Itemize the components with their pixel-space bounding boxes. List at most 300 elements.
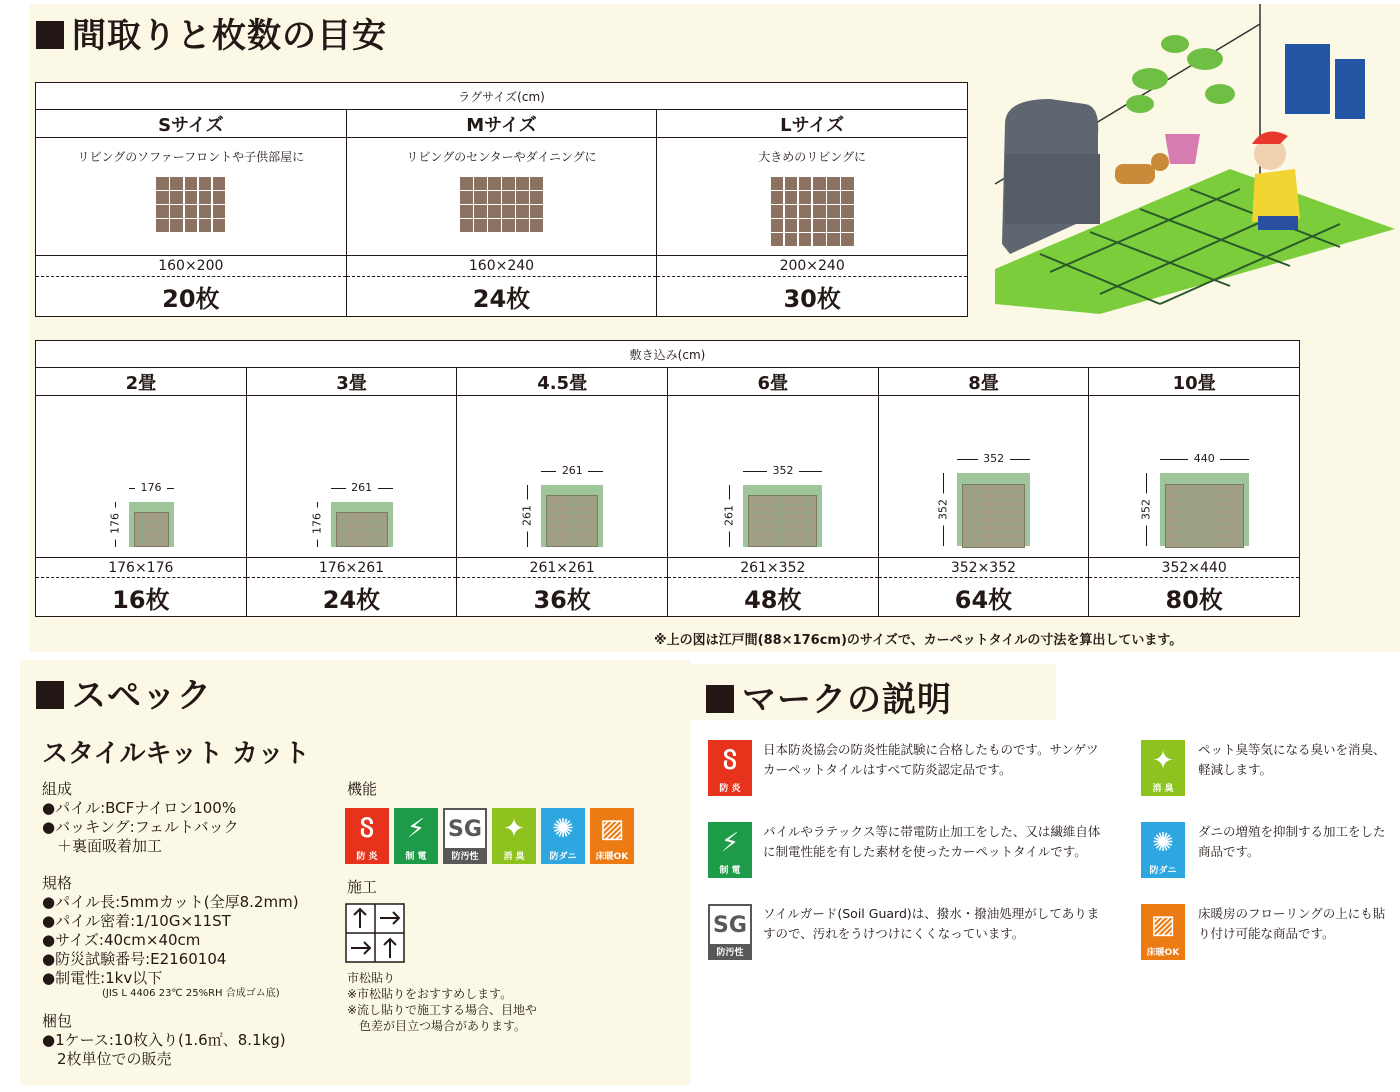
tile	[1166, 532, 1173, 539]
tile	[460, 191, 473, 204]
tile	[749, 505, 757, 513]
product-name: スタイルキット カット	[42, 739, 310, 769]
tile	[1236, 532, 1243, 539]
tile	[1197, 509, 1204, 516]
tile	[1205, 509, 1212, 516]
tile	[185, 177, 198, 190]
tile	[1166, 524, 1173, 531]
tile	[564, 505, 572, 513]
tile	[581, 505, 589, 513]
tile	[1010, 516, 1017, 523]
tile	[581, 513, 589, 521]
tile	[1213, 540, 1220, 547]
tile-grid	[748, 495, 817, 547]
rug-dimension: 160×200	[36, 256, 347, 277]
tile	[371, 522, 379, 530]
tile	[1189, 532, 1196, 539]
tile	[474, 219, 487, 232]
tile	[573, 505, 581, 513]
tatami-diagram	[667, 396, 878, 558]
tile	[1174, 485, 1181, 492]
tile	[1002, 532, 1009, 539]
mark-item	[708, 822, 1108, 876]
tile	[827, 219, 840, 232]
tile	[1236, 493, 1243, 500]
tile	[809, 505, 817, 513]
footnote: ※上の図は江戸間(88×176cm)のサイズで、カーペットタイルの寸法を算出しています。	[654, 633, 1183, 648]
tile	[792, 539, 800, 547]
tile	[152, 522, 160, 530]
tile	[799, 205, 812, 218]
tile	[556, 539, 564, 547]
tile	[474, 191, 487, 204]
tatami-tile-count: 80枚	[1089, 578, 1300, 617]
tile	[556, 505, 564, 513]
tatami-room	[957, 473, 1030, 546]
rug-caption: ラグサイズ(cm)	[36, 83, 968, 110]
tile	[799, 219, 812, 232]
spec-pack-heading: 梱包	[42, 1012, 73, 1030]
spec-item: ●1ケース:10枚入り(1.6㎡、8.1kg)	[42, 1031, 286, 1049]
tile	[783, 539, 791, 547]
tatami-tile-count: 24枚	[246, 578, 457, 617]
tile	[547, 522, 555, 530]
tile	[379, 539, 387, 547]
tile	[1228, 540, 1235, 547]
tile	[749, 496, 757, 504]
tile	[771, 219, 784, 232]
tile	[135, 539, 143, 547]
tile	[994, 532, 1001, 539]
tile	[556, 513, 564, 521]
tile	[813, 233, 826, 246]
tile	[1197, 540, 1204, 547]
tile	[199, 219, 212, 232]
tile	[792, 530, 800, 538]
mark-description: 床暖房のフローリングの上にも貼り付け可能な商品です。	[1198, 906, 1386, 941]
tile	[979, 524, 986, 531]
tatami-size-name: 8畳	[878, 368, 1089, 396]
tile	[971, 540, 978, 547]
tile	[474, 205, 487, 218]
tile	[1220, 501, 1227, 508]
tile	[785, 191, 798, 204]
tile	[170, 177, 183, 190]
tile	[994, 540, 1001, 547]
tile	[1197, 532, 1204, 539]
tile	[799, 191, 812, 204]
tile-grid	[156, 177, 225, 232]
tile	[1018, 524, 1025, 531]
tile	[971, 509, 978, 516]
tile	[813, 205, 826, 218]
tile	[1228, 501, 1235, 508]
mark-label: 防汚性	[451, 852, 479, 862]
tile	[1174, 501, 1181, 508]
tile	[979, 485, 986, 492]
tatami-room	[129, 502, 174, 547]
mark-item	[1141, 904, 1396, 958]
tile	[1205, 524, 1212, 531]
tile	[809, 530, 817, 538]
tile	[371, 513, 379, 521]
tile	[1228, 524, 1235, 531]
tile	[1166, 501, 1173, 508]
tile	[979, 501, 986, 508]
tatami-room	[331, 502, 393, 547]
tile	[775, 505, 783, 513]
tile	[994, 501, 1001, 508]
tile	[160, 539, 168, 547]
tile	[1213, 501, 1220, 508]
tile	[775, 522, 783, 530]
tatami-dimension: 176×176	[36, 558, 247, 578]
work-note: 色差が目立つ場合があります。	[347, 1019, 527, 1033]
tile	[564, 496, 572, 504]
spec-item: 2枚単位での販売	[42, 1050, 172, 1068]
tile	[1181, 516, 1188, 523]
mark-label: 床暖OK	[1146, 948, 1180, 958]
tatami-diagram	[878, 396, 1089, 558]
tile	[971, 501, 978, 508]
tile	[783, 530, 791, 538]
dog-icon: ✦ 消 臭	[1141, 740, 1185, 796]
tile	[1010, 540, 1017, 547]
tile	[199, 205, 212, 218]
tile	[1228, 532, 1235, 539]
tile	[337, 539, 345, 547]
tile	[199, 191, 212, 204]
work-note: ※流し貼りで施工する場合、目地や	[347, 1003, 538, 1017]
tile	[994, 524, 1001, 531]
tile	[800, 539, 808, 547]
tile	[1010, 524, 1017, 531]
tile	[1228, 516, 1235, 523]
tile	[1166, 540, 1173, 547]
tile	[986, 509, 993, 516]
tile	[986, 540, 993, 547]
mark-item	[708, 904, 1108, 958]
tile	[1213, 509, 1220, 516]
sg-icon: SG 防汚性	[708, 904, 752, 960]
tile	[460, 219, 473, 232]
spec-item: ●バッキング:フェルトバック	[42, 818, 239, 836]
tile	[771, 233, 784, 246]
tatami-tile-count: 48枚	[667, 578, 878, 617]
tile	[1205, 516, 1212, 523]
mark-item	[1141, 740, 1396, 794]
tile	[827, 205, 840, 218]
tile	[963, 493, 970, 500]
tile	[758, 496, 766, 504]
tile	[1205, 532, 1212, 539]
work-notes	[347, 970, 537, 1034]
tile	[841, 233, 854, 246]
tile	[800, 530, 808, 538]
spec-std-heading: 規格	[42, 874, 73, 892]
tile	[783, 505, 791, 513]
tile	[800, 513, 808, 521]
tile	[1010, 532, 1017, 539]
tile	[1174, 493, 1181, 500]
tile	[994, 516, 1001, 523]
tile	[1197, 493, 1204, 500]
tile	[185, 191, 198, 204]
tile	[1166, 485, 1173, 492]
tile	[1213, 524, 1220, 531]
tile	[785, 177, 798, 190]
tile	[1189, 509, 1196, 516]
tile	[766, 522, 774, 530]
tile	[775, 530, 783, 538]
mite-icon: ✺ 防ダニ	[541, 808, 585, 864]
floor-heat-icon: ▨ 床暖OK	[1141, 904, 1185, 960]
tile	[792, 513, 800, 521]
tile	[963, 540, 970, 547]
tile	[516, 205, 529, 218]
mark-list	[708, 740, 1398, 980]
tile	[530, 191, 543, 204]
tile	[994, 485, 1001, 492]
tile	[1181, 540, 1188, 547]
tatami-tile-count: 16枚	[36, 578, 247, 617]
tile	[1236, 485, 1243, 492]
tile	[1205, 493, 1212, 500]
tatami-room	[1160, 473, 1249, 546]
tile	[362, 530, 370, 538]
tile	[337, 513, 345, 521]
rug-size-desc	[36, 138, 347, 256]
tile	[1220, 516, 1227, 523]
tile	[800, 505, 808, 513]
tile	[354, 522, 362, 530]
tile	[516, 191, 529, 204]
floor-heat-icon: ▨ 床暖OK	[590, 808, 634, 864]
spec-list	[42, 780, 299, 1069]
tile	[371, 530, 379, 538]
tile	[963, 501, 970, 508]
dog-icon: ✦ 消 臭	[492, 808, 536, 864]
tile	[986, 516, 993, 523]
tile	[547, 505, 555, 513]
rug-desc-text: 大きめのリビングに	[758, 150, 867, 164]
tile	[1197, 524, 1204, 531]
spec-item: ●制電性:1kv以下	[42, 969, 163, 987]
tile	[792, 522, 800, 530]
tile	[800, 522, 808, 530]
tile	[766, 530, 774, 538]
tile	[979, 516, 986, 523]
tile	[1236, 540, 1243, 547]
tile	[354, 530, 362, 538]
tile	[156, 205, 169, 218]
tile	[979, 532, 986, 539]
width-label: 176	[135, 481, 167, 494]
tile	[379, 530, 387, 538]
tile	[1236, 524, 1243, 531]
rug-size-name: Lサイズ	[657, 110, 968, 138]
tile	[963, 485, 970, 492]
width-label: 261	[556, 464, 588, 477]
tile	[1189, 516, 1196, 523]
tile	[460, 177, 473, 190]
tile	[573, 539, 581, 547]
tile	[160, 513, 168, 521]
tile	[971, 516, 978, 523]
tile	[799, 177, 812, 190]
tile	[971, 532, 978, 539]
tile	[758, 530, 766, 538]
tile	[1236, 501, 1243, 508]
tile	[488, 177, 501, 190]
tile	[1018, 540, 1025, 547]
tile	[766, 505, 774, 513]
height-label: 176	[310, 508, 323, 540]
tile	[841, 191, 854, 204]
mark-label: 消 臭	[1152, 784, 1174, 794]
tile	[979, 493, 986, 500]
tile	[766, 539, 774, 547]
tile	[785, 233, 798, 246]
tile	[749, 530, 757, 538]
mark-label: 制 電	[719, 866, 741, 876]
rug-size-name: Sサイズ	[36, 110, 347, 138]
tile	[1002, 516, 1009, 523]
tile	[156, 191, 169, 204]
tile	[783, 513, 791, 521]
tile	[573, 530, 581, 538]
tatami-caption: 敷き込み(cm)	[36, 341, 1300, 368]
tile	[488, 205, 501, 218]
tile	[963, 509, 970, 516]
tile	[156, 177, 169, 190]
mark-label: 防 炎	[356, 852, 378, 862]
tile	[143, 513, 151, 521]
tile	[1189, 493, 1196, 500]
tile	[1174, 516, 1181, 523]
height-label: 352	[936, 493, 949, 525]
tile	[986, 501, 993, 508]
tile	[1002, 485, 1009, 492]
tile	[1018, 501, 1025, 508]
tile	[160, 522, 168, 530]
spec-item: ＋裏面吸着加工	[42, 837, 163, 855]
work-note: ※市松貼りをおすすめします。	[347, 987, 513, 1001]
tile	[213, 177, 226, 190]
tile	[354, 539, 362, 547]
tile	[135, 530, 143, 538]
tile	[994, 493, 1001, 500]
tile	[581, 530, 589, 538]
rug-tile-count: 30枚	[657, 277, 968, 317]
tile	[1213, 485, 1220, 492]
tile	[1181, 501, 1188, 508]
tile	[841, 205, 854, 218]
mark-description: ソイルガード(Soil Guard)は、撥水・撥油処理がしてありますので、汚れをうけつけにくくなっています。	[763, 906, 1100, 941]
tile	[460, 205, 473, 218]
tile	[362, 539, 370, 547]
tile	[1197, 501, 1204, 508]
tile	[516, 177, 529, 190]
tatami-room	[743, 485, 822, 547]
tile	[1189, 501, 1196, 508]
tile	[143, 522, 151, 530]
mark-label: 消 臭	[503, 852, 525, 862]
tile	[135, 513, 143, 521]
tile	[345, 539, 353, 547]
tile	[971, 524, 978, 531]
rug-size-table	[35, 82, 968, 317]
tile	[502, 205, 515, 218]
tatami-dimension: 352×352	[878, 558, 1089, 578]
spec-item: ●パイル長:5mmカット(全厚8.2mm)	[42, 893, 299, 911]
tile	[771, 205, 784, 218]
tile	[749, 522, 757, 530]
rug-tile-count: 20枚	[36, 277, 347, 317]
tatami-diagram	[246, 396, 457, 558]
tile	[1220, 509, 1227, 516]
tatami-dimension: 261×261	[457, 558, 668, 578]
tile	[474, 177, 487, 190]
tile	[530, 219, 543, 232]
tile	[564, 522, 572, 530]
tile	[792, 496, 800, 504]
tile	[1220, 485, 1227, 492]
tile	[1181, 524, 1188, 531]
tatami-size-name: 2畳	[36, 368, 247, 396]
tile	[783, 496, 791, 504]
tile	[1010, 493, 1017, 500]
tile-grid	[1165, 484, 1244, 547]
tile	[502, 191, 515, 204]
work-heading: 施工	[347, 878, 378, 896]
tile	[345, 530, 353, 538]
tile	[809, 513, 817, 521]
tile	[758, 513, 766, 521]
tile	[530, 177, 543, 190]
tile	[502, 177, 515, 190]
tile	[1213, 516, 1220, 523]
tile	[813, 219, 826, 232]
tile	[564, 513, 572, 521]
section-title-spec: スペック	[36, 668, 212, 717]
rug-dimension: 160×240	[346, 256, 657, 277]
tatami-diagram	[457, 396, 668, 558]
tile	[1166, 516, 1173, 523]
mark-label: 防 炎	[719, 784, 741, 794]
tile	[827, 191, 840, 204]
spec-item: ●パイル:BCFナイロン100%	[42, 799, 237, 817]
tile	[1220, 524, 1227, 531]
tile	[213, 191, 226, 204]
tile	[785, 219, 798, 232]
tile	[1236, 516, 1243, 523]
tile	[1205, 501, 1212, 508]
tile	[994, 509, 1001, 516]
tile	[749, 539, 757, 547]
tile	[1010, 501, 1017, 508]
tatami-tile-count: 36枚	[457, 578, 668, 617]
mark-label: 防汚性	[716, 948, 744, 958]
tile	[1181, 509, 1188, 516]
tile	[1181, 485, 1188, 492]
tile	[758, 539, 766, 547]
rug-desc-text: リビングのソファーフロントや子供部屋に	[77, 150, 305, 164]
spec-item: ●パイル密着:1/10G×11ST	[42, 912, 231, 930]
tile	[152, 530, 160, 538]
tile	[792, 505, 800, 513]
mark-label: 床暖OK	[595, 852, 629, 862]
